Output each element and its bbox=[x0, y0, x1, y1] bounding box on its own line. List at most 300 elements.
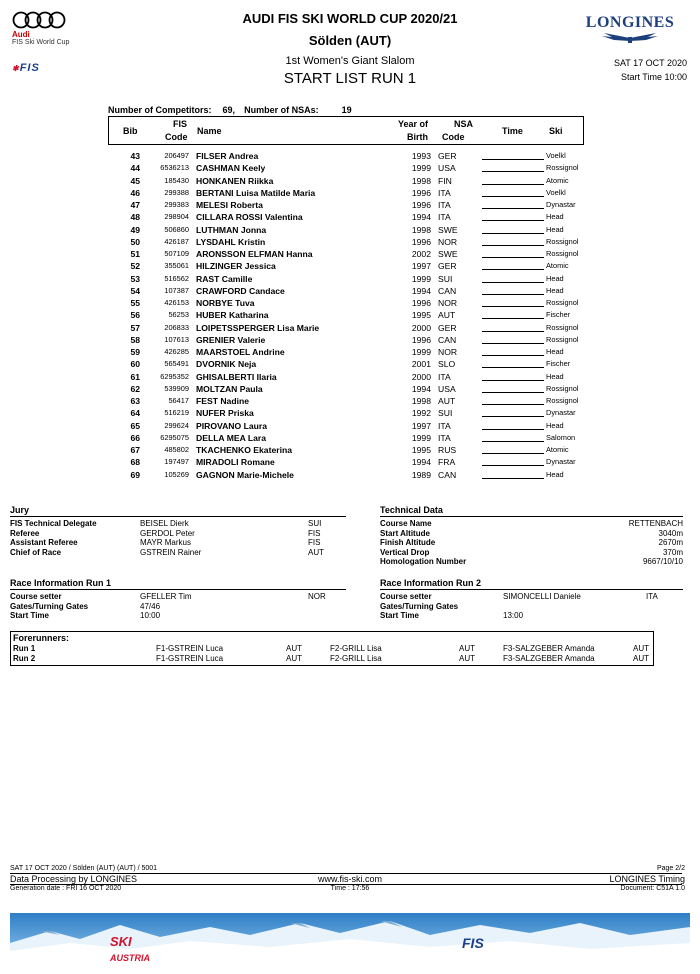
table-row bbox=[108, 224, 584, 236]
jury-row bbox=[10, 548, 346, 558]
table-row bbox=[108, 395, 584, 407]
athlete-name: MELESI Roberta bbox=[196, 200, 263, 210]
ski-brand: Rossignol bbox=[546, 236, 579, 246]
fis-code: 426187 bbox=[164, 236, 189, 246]
technical-label: Homologation Number bbox=[380, 557, 467, 567]
fis-code: 298904 bbox=[164, 212, 189, 222]
table-row bbox=[108, 175, 584, 187]
audi-rings-logo bbox=[12, 10, 67, 30]
birth-year: 1999 bbox=[411, 273, 431, 284]
table-row bbox=[108, 420, 584, 432]
col-nsa-1: NSA bbox=[454, 119, 474, 129]
bib: 50 bbox=[130, 236, 140, 247]
time-blank-line bbox=[482, 392, 544, 393]
ski-brand: Head bbox=[546, 371, 564, 381]
bib: 56 bbox=[130, 310, 140, 321]
fis-code: 565491 bbox=[164, 359, 189, 369]
ski-brand: Fischer bbox=[546, 310, 571, 320]
nsa-code: USA bbox=[438, 383, 456, 394]
jury-row bbox=[10, 538, 346, 548]
birth-year: 1996 bbox=[411, 236, 431, 247]
ski-brand: Head bbox=[546, 273, 564, 283]
footer-time: Time : 17:56 bbox=[330, 885, 370, 892]
fis-code: 206497 bbox=[164, 151, 189, 160]
nsa-code: RUS bbox=[438, 445, 457, 455]
start-list-table bbox=[108, 150, 584, 481]
fis-code: 299624 bbox=[164, 420, 189, 430]
nsa-code: ITA bbox=[438, 187, 451, 198]
technical-value: RETTENBACH bbox=[628, 519, 683, 528]
col-ski: Ski bbox=[549, 126, 563, 136]
table-row bbox=[108, 273, 584, 285]
event-location: Sölden (AUT) bbox=[308, 33, 392, 48]
athlete-name: NUFER Priska bbox=[196, 408, 254, 419]
fis-code: 539909 bbox=[164, 383, 189, 393]
bib: 69 bbox=[130, 469, 140, 480]
jury-row bbox=[10, 529, 346, 539]
nsa-code: ITA bbox=[438, 212, 451, 223]
time-blank-line bbox=[482, 208, 544, 209]
time-blank-line bbox=[482, 355, 544, 356]
col-time: Time bbox=[502, 126, 523, 136]
run1-title: Race Information Run 1 bbox=[10, 578, 346, 590]
table-row bbox=[108, 346, 584, 358]
fis-code: 105269 bbox=[164, 469, 189, 479]
table-row bbox=[108, 383, 584, 395]
table-row bbox=[108, 297, 584, 309]
time-blank-line bbox=[482, 404, 544, 405]
ski-brand: Voelkl bbox=[546, 151, 566, 160]
nsas-count: 19 bbox=[341, 105, 352, 115]
run1-setter-nsa: NOR bbox=[308, 592, 326, 601]
table-row bbox=[108, 260, 584, 272]
birth-year: 1996 bbox=[411, 200, 431, 210]
ski-brand: Atomic bbox=[546, 261, 569, 271]
athlete-name: BERTANI Luisa Matilde Maria bbox=[196, 187, 316, 198]
athlete-name: DVORNIK Neja bbox=[196, 359, 257, 370]
nsa-code: CAN bbox=[438, 334, 457, 345]
run1-gates-label: Gates/Turning Gates bbox=[10, 601, 89, 611]
forerunner-2: F2-GRILL Lisa bbox=[330, 654, 382, 663]
col-year-2: Birth bbox=[407, 132, 428, 142]
technical-label: Vertical Drop bbox=[380, 547, 430, 557]
time-blank-line bbox=[482, 220, 544, 221]
table-row bbox=[108, 248, 584, 260]
birth-year: 1998 bbox=[411, 396, 431, 406]
table-row bbox=[108, 444, 584, 456]
ski-brand: Atomic bbox=[546, 445, 569, 454]
bib: 45 bbox=[130, 175, 140, 186]
fis-code: 355061 bbox=[164, 261, 189, 271]
run1-setter: GFELLER Tim bbox=[140, 592, 192, 601]
list-title: START LIST RUN 1 bbox=[283, 70, 417, 87]
table-row bbox=[108, 358, 584, 370]
bib: 61 bbox=[130, 371, 140, 382]
nsa-code: SLO bbox=[438, 359, 456, 370]
athlete-name: ARONSSON ELFMAN Hanna bbox=[196, 249, 313, 259]
column-header bbox=[108, 116, 584, 145]
bib: 64 bbox=[130, 408, 140, 419]
time-blank-line bbox=[482, 465, 544, 466]
time-blank-line bbox=[482, 478, 544, 479]
time-blank-line bbox=[482, 380, 544, 381]
run1-start-label: Start Time bbox=[10, 611, 49, 621]
table-row bbox=[108, 187, 584, 199]
nsa-code: ITA bbox=[438, 420, 451, 431]
nsas-label: Number of NSAs: bbox=[244, 105, 319, 115]
birth-year: 1996 bbox=[411, 187, 431, 198]
jury-role: Referee bbox=[10, 528, 40, 538]
nsa-code: NOR bbox=[438, 236, 458, 247]
athlete-name: LYSDAHL Kristin bbox=[196, 236, 266, 247]
birth-year: 1999 bbox=[411, 432, 431, 443]
athlete-name: CASHMAN Keely bbox=[196, 163, 266, 174]
technical-value: 9667/10/10 bbox=[642, 557, 683, 567]
forerunner-1-nsa: AUT bbox=[286, 644, 302, 653]
bib: 47 bbox=[130, 200, 140, 210]
bib: 54 bbox=[130, 285, 140, 296]
forerunner-3-nsa: AUT bbox=[633, 644, 649, 653]
competitors-label: Number of Competitors: bbox=[108, 105, 212, 115]
fis-code: 56253 bbox=[168, 310, 189, 320]
time-blank-line bbox=[482, 245, 544, 246]
bib: 48 bbox=[130, 212, 140, 223]
footer-website[interactable]: www.fis-ski.com bbox=[317, 874, 382, 884]
birth-year: 1995 bbox=[411, 310, 431, 321]
table-row bbox=[108, 334, 584, 346]
fis-code: 516562 bbox=[164, 273, 189, 283]
birth-year: 1998 bbox=[411, 175, 431, 186]
forerunner-row bbox=[13, 654, 653, 664]
run1-gates: 47/46 bbox=[140, 601, 161, 611]
longines-wings-icon bbox=[600, 32, 660, 44]
bib: 52 bbox=[130, 261, 140, 272]
technical-row bbox=[380, 519, 683, 529]
run2-section bbox=[380, 578, 683, 621]
fis-star-icon: ✱ bbox=[12, 64, 20, 73]
ski-austria-text-2: AUSTRIA bbox=[110, 953, 150, 963]
run2-start-label: Start Time bbox=[380, 611, 419, 621]
col-fis-code-2: Code bbox=[165, 132, 188, 142]
time-blank-line bbox=[482, 196, 544, 197]
forerunners-title: Forerunners: bbox=[13, 633, 70, 643]
bib: 67 bbox=[130, 445, 140, 455]
technical-label: Finish Altitude bbox=[380, 538, 436, 548]
nsa-code: GER bbox=[438, 322, 457, 333]
ski-brand: Head bbox=[546, 285, 564, 295]
technical-data-section bbox=[380, 505, 683, 567]
fis-code: 299388 bbox=[164, 187, 189, 197]
athlete-name: GHISALBERTI Ilaria bbox=[196, 371, 277, 382]
bib: 66 bbox=[130, 432, 140, 443]
ski-brand: Head bbox=[546, 420, 564, 430]
technical-value: 3040m bbox=[658, 528, 683, 538]
nsa-code: AUT bbox=[438, 310, 456, 321]
time-blank-line bbox=[482, 343, 544, 344]
athlete-name: CRAWFORD Candace bbox=[196, 285, 285, 296]
birth-year: 1998 bbox=[411, 224, 431, 235]
bib: 63 bbox=[130, 396, 140, 406]
birth-year: 2000 bbox=[411, 371, 431, 382]
athlete-name: LOIPETSSPERGER Lisa Marie bbox=[196, 322, 320, 333]
jury-nsa: FIS bbox=[308, 528, 321, 538]
birth-year: 1995 bbox=[411, 445, 431, 455]
nsa-code: SWE bbox=[438, 224, 458, 235]
athlete-name: HILZINGER Jessica bbox=[196, 261, 276, 272]
fis-code: 6295352 bbox=[160, 371, 189, 381]
table-row bbox=[108, 150, 584, 162]
forerunner-3: F3-SALZGEBER Amanda bbox=[503, 644, 595, 653]
competitors-count: 69, bbox=[222, 105, 236, 115]
bib: 51 bbox=[130, 249, 140, 259]
birth-year: 1996 bbox=[411, 298, 431, 308]
time-blank-line bbox=[482, 429, 544, 430]
bib: 59 bbox=[130, 347, 140, 357]
run2-setter-label: Course setter bbox=[380, 592, 432, 601]
bib: 62 bbox=[130, 383, 140, 394]
ski-brand: Dynastar bbox=[546, 457, 576, 467]
birth-year: 1999 bbox=[411, 163, 431, 174]
athlete-name: MOLTZAN Paula bbox=[196, 383, 263, 394]
ski-austria-logo bbox=[110, 934, 150, 964]
birth-year: 1994 bbox=[411, 212, 431, 223]
birth-year: 1994 bbox=[411, 383, 431, 394]
athlete-name: GAGNON Marie-Michele bbox=[196, 469, 294, 480]
fis-code: 107387 bbox=[164, 285, 189, 295]
fis-code: 6295075 bbox=[160, 432, 189, 442]
forerunner-run: Run 1 bbox=[13, 644, 36, 653]
time-blank-line bbox=[482, 367, 544, 368]
nsa-code: GER bbox=[438, 261, 457, 272]
footer-event-ref: SAT 17 OCT 2020 / Sölden (AUT) (AUT) / 5001 bbox=[10, 865, 158, 872]
athlete-name: HONKANEN Riikka bbox=[196, 175, 274, 186]
ski-brand: Head bbox=[546, 212, 564, 222]
birth-year: 1993 bbox=[411, 151, 431, 161]
table-row bbox=[108, 456, 584, 468]
run2-setter: SIMONCELLI Daniele bbox=[503, 592, 581, 601]
col-fis-code-1: FIS bbox=[173, 119, 188, 129]
ski-brand: Salomon bbox=[546, 432, 576, 442]
time-blank-line bbox=[482, 159, 544, 160]
table-row bbox=[108, 432, 584, 444]
forerunner-2: F2-GRILL Lisa bbox=[330, 644, 382, 653]
run2-title: Race Information Run 2 bbox=[380, 578, 683, 590]
nsa-code: CAN bbox=[438, 285, 457, 296]
race-name: 1st Women's Giant Slalom bbox=[285, 55, 415, 67]
fis-code: 506860 bbox=[164, 224, 189, 234]
birth-year: 1992 bbox=[411, 408, 431, 419]
table-row bbox=[108, 285, 584, 297]
jury-nsa: FIS bbox=[308, 538, 321, 548]
bib: 58 bbox=[130, 334, 140, 345]
jury-title: Jury bbox=[10, 505, 346, 517]
ski-brand: Atomic bbox=[546, 175, 569, 185]
footer-generation: Generation date : FRI 16 OCT 2020 bbox=[10, 885, 122, 892]
birth-year: 1989 bbox=[411, 469, 431, 480]
athlete-name: PIROVANO Laura bbox=[196, 420, 267, 431]
longines-logo: LONGINES bbox=[585, 14, 675, 31]
nsa-code: NOR bbox=[438, 347, 458, 357]
run1-start: 10:00 bbox=[140, 611, 161, 621]
nsa-code: ITA bbox=[438, 371, 451, 382]
run2-setter-nsa: ITA bbox=[646, 592, 658, 601]
jury-member: GSTREIN Rainer bbox=[140, 547, 202, 557]
athlete-name: DELLA MEA Lara bbox=[196, 432, 267, 443]
athlete-name: RAST Camille bbox=[196, 273, 253, 284]
time-blank-line bbox=[482, 453, 544, 454]
ski-brand: Rossignol bbox=[546, 249, 579, 258]
run2-start: 13:00 bbox=[503, 611, 524, 621]
table-row bbox=[108, 211, 584, 223]
forerunner-3-nsa: AUT bbox=[633, 654, 649, 663]
banner-fis-logo: FIS bbox=[462, 935, 484, 951]
nsa-code: CAN bbox=[438, 469, 457, 480]
race-date: SAT 17 OCT 2020 bbox=[613, 58, 687, 68]
birth-year: 2002 bbox=[411, 249, 431, 259]
birth-year: 1994 bbox=[411, 285, 431, 296]
table-row bbox=[108, 407, 584, 419]
birth-year: 1994 bbox=[411, 457, 431, 468]
jury-role: Chief of Race bbox=[10, 547, 62, 557]
birth-year: 1996 bbox=[411, 334, 431, 345]
forerunner-1: F1-GSTREIN Luca bbox=[156, 644, 224, 653]
athlete-name: CILLARA ROSSI Valentina bbox=[196, 212, 303, 223]
ski-brand: Head bbox=[546, 347, 564, 356]
bib: 57 bbox=[130, 322, 140, 333]
table-row bbox=[108, 236, 584, 248]
bib: 65 bbox=[130, 420, 140, 431]
technical-title: Technical Data bbox=[380, 505, 683, 517]
audi-brand-subtitle: FIS Ski World Cup bbox=[12, 39, 70, 46]
run1-section bbox=[10, 578, 346, 621]
ski-brand: Rossignol bbox=[546, 298, 579, 307]
bib: 53 bbox=[130, 273, 140, 284]
time-blank-line bbox=[482, 416, 544, 417]
fis-logo bbox=[12, 62, 40, 74]
fis-code: 56417 bbox=[168, 396, 189, 405]
nsa-code: NOR bbox=[438, 298, 458, 308]
jury-role: Assistant Referee bbox=[10, 538, 78, 548]
ski-brand: Dynastar bbox=[546, 200, 576, 209]
forerunner-3: F3-SALZGEBER Amanda bbox=[503, 654, 595, 663]
nsa-code: FIN bbox=[438, 175, 452, 186]
birth-year: 1999 bbox=[411, 347, 431, 357]
ski-brand: Rossignol bbox=[546, 383, 579, 393]
nsa-code: ITA bbox=[438, 432, 451, 443]
footer-timing: LONGINES Timing bbox=[609, 874, 685, 884]
jury-section bbox=[10, 505, 346, 557]
ski-brand: Rossignol bbox=[546, 322, 579, 332]
competitor-summary bbox=[108, 105, 352, 115]
nsa-code: USA bbox=[438, 163, 456, 174]
jury-nsa: AUT bbox=[308, 547, 324, 557]
time-blank-line bbox=[482, 282, 544, 283]
technical-label: Start Altitude bbox=[380, 528, 430, 538]
birth-year: 1997 bbox=[411, 261, 431, 272]
time-blank-line bbox=[482, 441, 544, 442]
forerunner-2-nsa: AUT bbox=[459, 644, 475, 653]
ski-brand: Rossignol bbox=[546, 334, 579, 344]
nsa-code: SUI bbox=[438, 408, 453, 419]
time-blank-line bbox=[482, 318, 544, 319]
jury-member: MAYR Markus bbox=[140, 538, 191, 548]
forerunner-row bbox=[13, 644, 653, 654]
run2-gates-label: Gates/Turning Gates bbox=[380, 601, 459, 611]
col-name: Name bbox=[197, 126, 222, 136]
table-row bbox=[108, 309, 584, 321]
table-row bbox=[108, 469, 584, 481]
table-row bbox=[108, 162, 584, 174]
technical-row bbox=[380, 557, 683, 567]
forerunners-section bbox=[10, 631, 654, 666]
technical-value: 370m bbox=[662, 547, 683, 557]
ski-brand: Rossignol bbox=[546, 396, 579, 405]
run1-setter-label: Course setter bbox=[10, 592, 62, 601]
athlete-name: FEST Nadine bbox=[196, 396, 250, 406]
table-row bbox=[108, 322, 584, 334]
forerunner-2-nsa: AUT bbox=[459, 654, 475, 663]
athlete-name: MAARSTOEL Andrine bbox=[196, 347, 285, 357]
fis-code: 516219 bbox=[164, 408, 189, 418]
athlete-name: HUBER Katharina bbox=[196, 310, 269, 321]
athlete-name: TKACHENKO Ekaterina bbox=[196, 445, 292, 455]
athlete-name: GRENIER Valerie bbox=[196, 334, 266, 345]
technical-row bbox=[380, 548, 683, 558]
athlete-name: LUTHMAN Jonna bbox=[196, 224, 267, 235]
birth-year: 2000 bbox=[411, 322, 431, 333]
fis-code: 299383 bbox=[164, 200, 189, 209]
jury-row bbox=[10, 519, 346, 529]
time-blank-line bbox=[482, 184, 544, 185]
bib: 43 bbox=[130, 151, 140, 161]
footer-processing: Data Processing by LONGINES bbox=[10, 874, 138, 884]
nsa-code: SUI bbox=[438, 273, 453, 284]
fis-code: 206833 bbox=[164, 322, 189, 332]
table-row bbox=[108, 371, 584, 383]
ski-brand: Rossignol bbox=[546, 163, 579, 173]
footer-document: Document: C51A 1.0 bbox=[620, 885, 685, 892]
col-year-1: Year of bbox=[398, 119, 429, 129]
time-blank-line bbox=[482, 233, 544, 234]
fis-code: 485802 bbox=[164, 445, 189, 454]
technical-row bbox=[380, 538, 683, 548]
fis-code: 197497 bbox=[164, 457, 189, 467]
col-bib: Bib bbox=[123, 126, 138, 136]
time-blank-line bbox=[482, 257, 544, 258]
event-title: AUDI FIS SKI WORLD CUP 2020/21 bbox=[242, 11, 458, 26]
col-nsa-2: Code bbox=[442, 132, 465, 142]
forerunner-1-nsa: AUT bbox=[286, 654, 302, 663]
bib: 60 bbox=[130, 359, 140, 370]
fis-code: 426285 bbox=[164, 347, 189, 356]
fis-code: 507109 bbox=[164, 249, 189, 258]
forerunner-run: Run 2 bbox=[13, 654, 36, 663]
jury-member: BEISEL Dierk bbox=[140, 519, 189, 528]
forerunner-1: F1-GSTREIN Luca bbox=[156, 654, 224, 663]
fis-code: 185430 bbox=[164, 175, 189, 185]
bib: 55 bbox=[130, 298, 140, 308]
audi-brand: Audi bbox=[12, 30, 30, 39]
time-blank-line bbox=[482, 269, 544, 270]
jury-nsa: SUI bbox=[308, 519, 322, 528]
ski-brand: Fischer bbox=[546, 359, 571, 369]
nsa-code: GER bbox=[438, 151, 457, 161]
nsa-code: FRA bbox=[438, 457, 456, 468]
athlete-name: MIRADOLI Romane bbox=[196, 457, 275, 468]
start-time: Start Time 10:00 bbox=[620, 72, 687, 82]
bib: 49 bbox=[130, 224, 140, 235]
fis-code: 107613 bbox=[164, 334, 189, 344]
